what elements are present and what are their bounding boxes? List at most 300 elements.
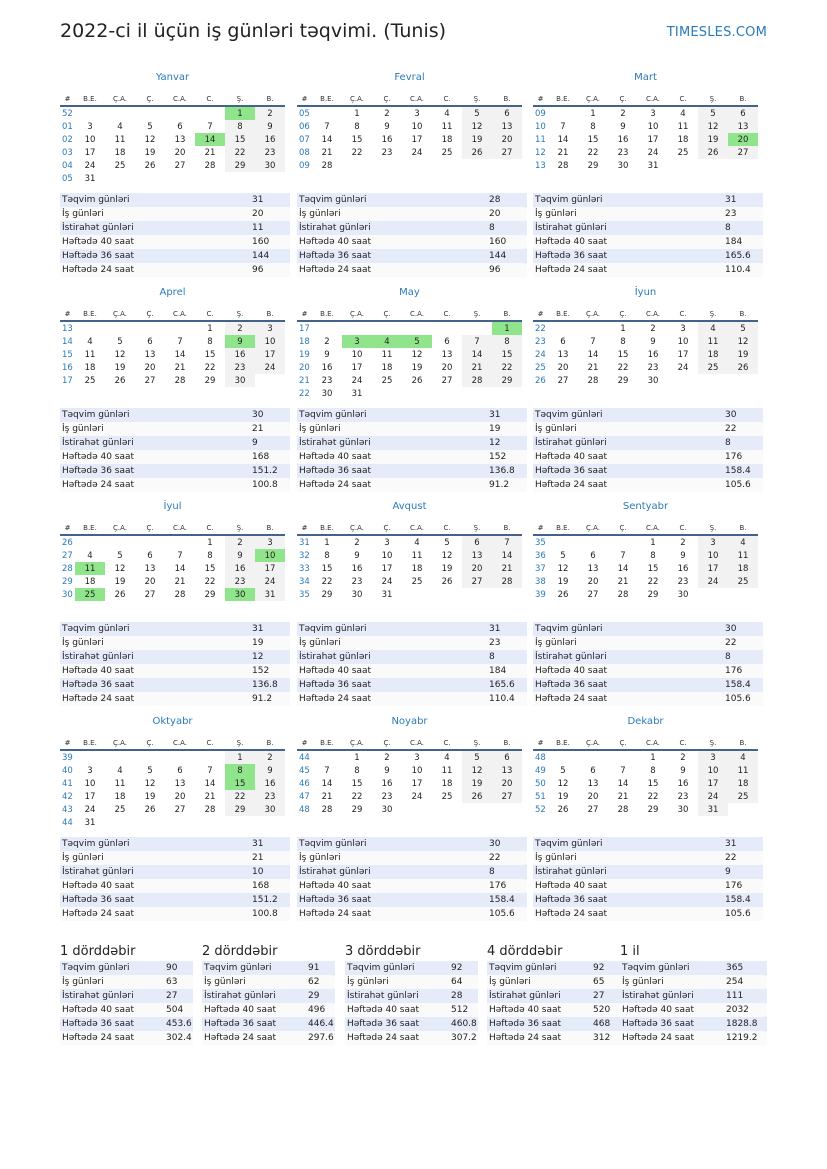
day-cell: 30: [677, 804, 689, 815]
stat-value: 96: [250, 263, 290, 277]
day-cell: 19: [411, 362, 423, 373]
week-row: [297, 790, 522, 803]
day-cell: 10: [411, 121, 423, 132]
day-cell: [135, 816, 165, 829]
day-cell: 24: [84, 804, 96, 815]
stat-row: [297, 636, 527, 650]
stat-row: [202, 1031, 335, 1045]
week-number: 12: [535, 147, 546, 158]
day-cell: 5: [117, 550, 123, 561]
stat-value: 22: [723, 422, 763, 436]
quarter-stats: [202, 961, 335, 1045]
weekday-header: B.E.: [548, 93, 578, 106]
day-cell: [402, 159, 432, 172]
weekday-header: C.: [195, 737, 225, 750]
week-row: [533, 133, 758, 146]
day-cell: [372, 387, 402, 400]
month-calendar: [297, 716, 522, 816]
day-cell: 18: [114, 147, 126, 158]
stat-label: Həftədə 36 saat: [487, 1017, 591, 1031]
day-cell: 30: [381, 804, 393, 815]
weekday-header: Ç.: [372, 737, 402, 750]
day-cell: 28: [174, 375, 186, 386]
day-cell: 16: [351, 563, 363, 574]
weekday-header: C.A.: [165, 93, 195, 106]
day-cell: 12: [144, 778, 156, 789]
day-cell: 20: [587, 791, 599, 802]
weekday-header-row: [297, 93, 522, 106]
weekend-day-cell: 29: [225, 159, 255, 172]
weekend-day-cell: 26: [698, 146, 728, 159]
week-row: [297, 575, 522, 588]
day-cell: 29: [647, 589, 659, 600]
day-cell: 1: [207, 323, 213, 334]
stat-value: 176: [487, 879, 527, 893]
day-cell: 5: [147, 765, 153, 776]
day-cell: 24: [411, 147, 423, 158]
day-cell: 17: [411, 778, 423, 789]
day-cell: 21: [617, 576, 629, 587]
week-number: 27: [62, 550, 73, 561]
day-cell: 15: [647, 778, 659, 789]
stat-row: [620, 1031, 767, 1045]
stat-label: Həftədə 36 saat: [533, 464, 723, 478]
week-row: [60, 159, 285, 172]
day-cell: 20: [144, 576, 156, 587]
stat-row: [533, 249, 763, 263]
month-calendar: [60, 716, 285, 829]
day-cell: 12: [114, 349, 126, 360]
stat-label: İş günləri: [620, 975, 724, 989]
weekend-day-cell: 13: [728, 120, 758, 133]
week-row: [533, 535, 758, 549]
stat-row: [533, 436, 763, 450]
weekday-header: C.: [668, 737, 698, 750]
day-cell: [462, 803, 492, 816]
day-cell: 13: [441, 349, 453, 360]
week-row: [60, 120, 285, 133]
day-cell: 19: [557, 791, 569, 802]
day-cell: 22: [321, 576, 333, 587]
day-cell: 28: [617, 804, 629, 815]
month-grid: [297, 308, 522, 400]
weekday-header: Ş.: [462, 308, 492, 321]
weekday-header: Ç.A.: [578, 522, 608, 535]
stat-row: [60, 636, 290, 650]
stat-value: 10: [250, 865, 290, 879]
day-cell: 21: [617, 791, 629, 802]
day-cell: 3: [87, 765, 93, 776]
day-cell: 24: [677, 362, 689, 373]
day-cell: 26: [144, 160, 156, 171]
day-cell: 13: [557, 349, 569, 360]
weekend-day-cell: 6: [728, 106, 758, 120]
day-cell: 7: [177, 550, 183, 561]
stat-value: 496: [306, 1003, 335, 1017]
weekend-day-cell: 6: [462, 535, 492, 549]
weekend-day-cell: 23: [255, 146, 285, 159]
day-cell: 27: [144, 375, 156, 386]
stat-value: 158.4: [487, 893, 527, 907]
day-cell: [135, 106, 165, 120]
weekend-day-cell: 22: [225, 146, 255, 159]
weekend-day-cell: 17: [255, 348, 285, 361]
day-cell: [492, 803, 522, 816]
stat-value: 22: [723, 636, 763, 650]
stat-label: Həftədə 40 saat: [533, 879, 723, 893]
stat-value: 453.6: [166, 1019, 192, 1029]
stat-value: 105.6: [723, 692, 763, 706]
weekend-day-cell: 22: [225, 790, 255, 803]
week-row: [297, 321, 522, 335]
day-cell: 27: [174, 804, 186, 815]
day-cell: 7: [207, 765, 213, 776]
weekday-header: B.: [728, 737, 758, 750]
day-cell: 31: [381, 589, 393, 600]
stat-row: [60, 678, 290, 692]
day-cell: 18: [114, 791, 126, 802]
weekend-day-cell: 24: [255, 361, 285, 374]
stat-label: İstirahət günləri: [533, 865, 723, 879]
week-number: 45: [299, 765, 310, 776]
stat-value: 110.4: [487, 692, 527, 706]
stat-row: [297, 893, 527, 907]
stat-label: İş günləri: [533, 207, 723, 221]
quarter-title: 4 dörddəbir: [487, 944, 563, 959]
stat-label: Həftədə 24 saat: [487, 1031, 591, 1045]
weekend-day-cell: 18: [728, 562, 758, 575]
stat-label: Həftədə 40 saat: [60, 450, 250, 464]
weekday-header: C.: [668, 522, 698, 535]
stat-label: Təqvim günləri: [202, 961, 306, 975]
day-cell: 9: [384, 121, 390, 132]
stat-row: [533, 221, 763, 235]
day-cell: 23: [351, 576, 363, 587]
stat-label: İş günləri: [533, 422, 723, 436]
stat-row: [533, 450, 763, 464]
stat-label: Həftədə 40 saat: [60, 235, 250, 249]
weekday-header: Ş.: [225, 93, 255, 106]
stat-row: [620, 975, 767, 989]
month-calendar: [533, 501, 758, 601]
day-cell: [432, 321, 462, 335]
day-cell: 21: [204, 147, 216, 158]
day-cell: 22: [617, 362, 629, 373]
day-cell: 1: [620, 323, 626, 334]
quarter-title: 3 dörddəbir: [345, 944, 421, 959]
month-grid: [533, 737, 758, 816]
stat-row: [60, 221, 290, 235]
stat-label: Həftədə 36 saat: [297, 678, 487, 692]
stat-row: [60, 408, 290, 422]
weekend-day-cell: 13: [492, 764, 522, 777]
stat-row: [60, 263, 290, 277]
stat-value: 176: [723, 664, 763, 678]
week-number: 01: [62, 121, 73, 132]
weekend-day-cell: 8: [492, 335, 522, 348]
stat-value: 365: [724, 961, 767, 975]
weekday-header: B.: [255, 522, 285, 535]
stat-label: Həftədə 40 saat: [297, 235, 487, 249]
week-number: 46: [299, 778, 310, 789]
day-cell: 20: [144, 362, 156, 373]
day-cell: [195, 750, 225, 764]
day-cell: [225, 816, 255, 829]
day-cell: 21: [174, 576, 186, 587]
day-cell: 14: [617, 563, 629, 574]
day-cell: 4: [87, 336, 93, 347]
month-name: Dekabr: [627, 716, 664, 727]
day-cell: 8: [354, 765, 360, 776]
day-cell: 30: [617, 160, 629, 171]
day-cell: 28: [617, 589, 629, 600]
week-row: [533, 159, 758, 172]
day-cell: [432, 159, 462, 172]
weekend-day-cell: 4: [698, 321, 728, 335]
weekday-header: C.A.: [402, 737, 432, 750]
stat-row: [297, 263, 527, 277]
day-cell: 6: [147, 550, 153, 561]
day-cell: 12: [114, 563, 126, 574]
week-number: 41: [62, 778, 73, 789]
day-cell: [548, 106, 578, 120]
day-cell: 29: [204, 375, 216, 386]
day-cell: 3: [384, 537, 390, 548]
day-cell: 9: [680, 550, 686, 561]
week-row: [533, 348, 758, 361]
stat-row: [487, 1017, 620, 1031]
stat-label: Təqvim günləri: [345, 961, 449, 975]
week-number: 40: [62, 765, 73, 776]
day-cell: 16: [647, 349, 659, 360]
week-number: 44: [62, 817, 73, 828]
weekend-day-cell: 4: [728, 535, 758, 549]
quarter-summary: [60, 944, 193, 1045]
day-cell: 26: [411, 375, 423, 386]
week-number: 49: [535, 765, 546, 776]
weekday-header-row: [533, 308, 758, 321]
weekday-header: Ç.: [608, 93, 638, 106]
weekend-day-cell: 9: [225, 549, 255, 562]
weekend-day-cell: 5: [462, 750, 492, 764]
day-cell: 4: [414, 537, 420, 548]
weekend-day-cell: 18: [698, 348, 728, 361]
day-cell: 18: [411, 563, 423, 574]
day-cell: 13: [174, 134, 186, 145]
day-cell: 22: [204, 576, 216, 587]
day-cell: 14: [174, 349, 186, 360]
stat-value: 144: [487, 249, 527, 263]
stat-row: [202, 989, 335, 1003]
weekend-day-cell: 19: [462, 133, 492, 146]
stat-value: 91.2: [487, 478, 527, 492]
day-cell: 13: [144, 349, 156, 360]
stat-row: [533, 692, 763, 706]
weekday-header: Ş.: [462, 522, 492, 535]
week-number: 04: [62, 160, 73, 171]
weekend-day-cell: 16: [225, 348, 255, 361]
stat-value: 168: [250, 450, 290, 464]
stat-row: [60, 692, 290, 706]
weekend-day-cell: 21: [492, 562, 522, 575]
weekday-header: C.A.: [402, 308, 432, 321]
weekday-header-row: [60, 522, 285, 535]
stat-value: 8: [487, 865, 527, 879]
week-number-header: #: [60, 522, 75, 535]
weekday-header: C.A.: [402, 522, 432, 535]
day-cell: 13: [587, 778, 599, 789]
stat-row: [345, 1031, 478, 1045]
week-number: 35: [299, 589, 310, 600]
holiday-day-cell: 11: [75, 562, 105, 575]
weekday-header: B.: [255, 308, 285, 321]
stat-value: 31: [250, 837, 290, 851]
day-cell: 30: [351, 589, 363, 600]
week-row: [297, 335, 522, 348]
day-cell: [342, 321, 372, 335]
day-cell: 14: [174, 563, 186, 574]
day-cell: 25: [114, 160, 126, 171]
day-cell: 27: [557, 375, 569, 386]
stat-value: 30: [723, 622, 763, 636]
holiday-day-cell: 25: [75, 588, 105, 601]
weekday-header-row: [60, 737, 285, 750]
stat-value: 20: [250, 207, 290, 221]
stat-value: 22: [723, 851, 763, 865]
stat-row: [487, 1003, 620, 1017]
day-cell: 5: [560, 550, 566, 561]
weekend-day-cell: 17: [255, 562, 285, 575]
day-cell: [342, 159, 372, 172]
stat-value: 168: [250, 879, 290, 893]
month-calendar: [60, 72, 285, 185]
day-cell: 2: [680, 752, 686, 763]
stat-label: Həftədə 36 saat: [297, 464, 487, 478]
stat-row: [297, 879, 527, 893]
weekend-day-cell: 7: [492, 535, 522, 549]
month-calendar: [533, 716, 758, 816]
stat-label: Həftədə 24 saat: [345, 1031, 449, 1045]
day-cell: [728, 588, 758, 601]
weekend-day-cell: 30: [225, 374, 255, 387]
week-row: [297, 387, 522, 400]
day-cell: [105, 750, 135, 764]
stat-row: [60, 622, 290, 636]
stat-label: Təqvim günləri: [60, 961, 164, 975]
day-cell: 11: [114, 134, 126, 145]
weekday-header: Ç.: [135, 737, 165, 750]
day-cell: 10: [677, 336, 689, 347]
day-cell: 5: [117, 336, 123, 347]
day-cell: 29: [617, 375, 629, 386]
day-cell: 11: [677, 121, 689, 132]
day-cell: 4: [680, 108, 686, 119]
day-cell: 21: [557, 147, 569, 158]
week-row: [60, 588, 285, 601]
stat-value: 31: [723, 193, 763, 207]
week-number-header: #: [60, 93, 75, 106]
week-number-header: #: [60, 308, 75, 321]
day-cell: 29: [321, 589, 333, 600]
month-name: Mart: [634, 72, 657, 83]
weekend-day-cell: 25: [728, 790, 758, 803]
week-number-header: #: [297, 522, 312, 535]
weekday-header: Ş.: [225, 522, 255, 535]
week-row: [60, 803, 285, 816]
weekend-day-cell: 10: [255, 335, 285, 348]
day-cell: 9: [324, 349, 330, 360]
weekday-header: B.E.: [312, 93, 342, 106]
weekday-header: C.: [432, 93, 462, 106]
stat-value: 31: [250, 193, 290, 207]
weekend-day-cell: 5: [698, 106, 728, 120]
day-cell: 19: [144, 791, 156, 802]
stat-row: [533, 478, 763, 492]
day-cell: 2: [384, 108, 390, 119]
holiday-day-cell: 5: [402, 335, 432, 348]
weekday-header: Ş.: [462, 93, 492, 106]
stat-label: Həftədə 40 saat: [533, 235, 723, 249]
day-cell: [608, 535, 638, 549]
weekday-header: Ç.A.: [105, 522, 135, 535]
stat-row: [297, 478, 527, 492]
stat-label: Həftədə 40 saat: [297, 450, 487, 464]
stat-row: [202, 961, 335, 975]
stat-label: Təqvim günləri: [297, 408, 487, 422]
weekend-day-cell: 3: [255, 321, 285, 335]
day-cell: [75, 106, 105, 120]
week-number: 32: [299, 550, 310, 561]
stat-value: 158.4: [723, 464, 763, 478]
stat-label: Həftədə 40 saat: [487, 1003, 591, 1017]
weekday-header: B.E.: [75, 737, 105, 750]
day-cell: [195, 172, 225, 185]
weekend-day-cell: 2: [255, 750, 285, 764]
week-number: 14: [62, 336, 73, 347]
brand-link[interactable]: TIMESLES.COM: [666, 25, 767, 40]
day-cell: 12: [557, 563, 569, 574]
stat-row: [345, 989, 478, 1003]
stat-value: 91: [306, 961, 335, 975]
stat-value: 1219.2: [724, 1031, 767, 1045]
day-cell: 26: [114, 589, 126, 600]
week-number-header: #: [297, 93, 312, 106]
weekday-header: Ç.A.: [105, 93, 135, 106]
month-calendar: [533, 287, 758, 387]
stat-value: 92: [591, 961, 620, 975]
weekend-day-cell: 9: [255, 764, 285, 777]
holiday-day-cell: 1: [492, 321, 522, 335]
stat-label: İstirahət günləri: [60, 989, 164, 1003]
weekday-header: Ç.: [608, 737, 638, 750]
stat-value: 65: [591, 975, 620, 989]
day-cell: 25: [677, 147, 689, 158]
month-grid: [297, 522, 522, 601]
stat-row: [533, 907, 763, 921]
day-cell: 30: [647, 375, 659, 386]
stat-row: [297, 249, 527, 263]
month-stats: [297, 408, 527, 492]
week-row: [60, 106, 285, 120]
stat-value: 176: [723, 450, 763, 464]
weekend-day-cell: 14: [492, 549, 522, 562]
stat-value: 27: [591, 989, 620, 1003]
day-cell: 24: [411, 791, 423, 802]
day-cell: 17: [84, 791, 96, 802]
weekday-header: B.: [728, 93, 758, 106]
week-number: 44: [299, 752, 310, 763]
stat-label: Həftədə 36 saat: [533, 249, 723, 263]
